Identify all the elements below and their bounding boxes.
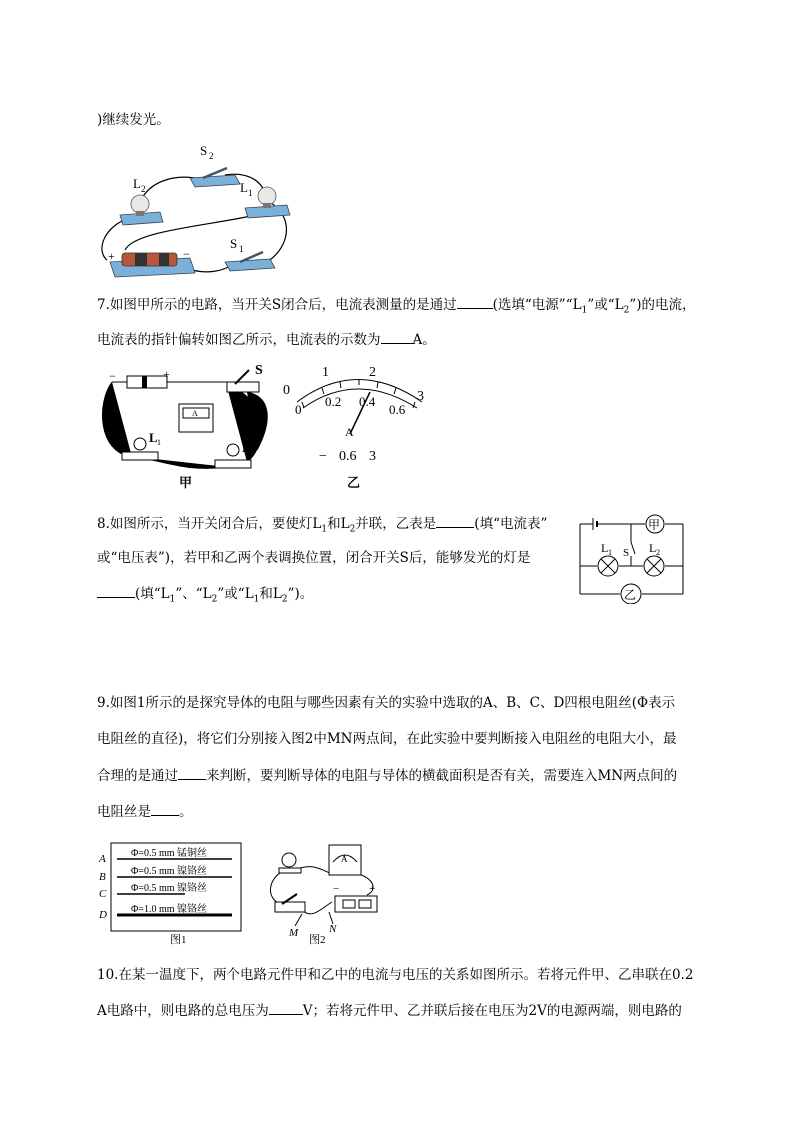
svg-text:1: 1: [157, 438, 161, 447]
svg-text:L: L: [649, 541, 657, 555]
svg-text:A: A: [341, 854, 348, 864]
circuit-figure-q6: [95, 140, 305, 278]
svg-text:+: +: [163, 367, 170, 381]
svg-text:+: +: [108, 249, 115, 263]
svg-text:−: −: [183, 247, 190, 261]
svg-text:图1: 图1: [170, 934, 187, 946]
svg-text:甲: 甲: [179, 475, 193, 490]
q6-tail: )继续发光。: [97, 112, 170, 128]
svg-text:2: 2: [369, 365, 376, 380]
q8-line2: 或“电压表”)，若甲和乙两个表调换位置，闭合开关S后，能够发光的灯是: [97, 550, 531, 566]
svg-text:Φ=1.0 mm 镍铬丝: Φ=1.0 mm 镍铬丝: [131, 904, 208, 915]
svg-text:S: S: [230, 236, 238, 251]
svg-text:乙: 乙: [624, 588, 637, 602]
svg-text:3: 3: [417, 389, 424, 404]
lamp-l2: [120, 195, 163, 225]
svg-text:0.6: 0.6: [339, 449, 357, 464]
ammeter: [179, 404, 213, 432]
circuit-figure-q7: [97, 362, 437, 494]
svg-text:L: L: [133, 176, 141, 191]
svg-text:−: −: [333, 883, 340, 895]
q10-line2: A电路中，则电路的总电压为 V；若将元件甲、乙并联后接在电压为2V的电源两端，则电路的: [97, 1000, 682, 1021]
q8-line3: (填“$L_1$”、“$L_2$”或“$L_1$和$L_2$”)。: [97, 583, 313, 610]
svg-text:1: 1: [322, 365, 329, 380]
q9-line4: 电阻丝是 。: [97, 801, 193, 822]
svg-text:−: −: [109, 369, 116, 383]
switch-s2: [190, 168, 240, 187]
svg-text:M: M: [289, 927, 299, 939]
svg-text:L: L: [149, 430, 158, 445]
svg-text:B: B: [99, 871, 106, 883]
svg-text:A: A: [192, 409, 198, 418]
q9-line3: 合理的是通过 来判断，要判断导体的电阻与导体的横截面积是否有关，需要连入MN两点间的: [97, 765, 677, 786]
svg-text:2: 2: [141, 184, 146, 194]
svg-text:3: 3: [369, 449, 376, 464]
q7-line1: 7.如图甲所示的电路，当开关S闭合后，电流表测量的是通过 (选填“电源$”“L_1$”或“$L_2$”)的电流，: [97, 294, 696, 321]
svg-text:Φ=0.5 mm 镍铬丝: Φ=0.5 mm 镍铬丝: [131, 866, 208, 877]
svg-text:0: 0: [283, 383, 290, 398]
svg-text:A: A: [345, 425, 354, 439]
switch: [275, 894, 305, 912]
svg-text:1: 1: [239, 244, 244, 254]
ammeter: [329, 845, 361, 875]
svg-text:图2: 图2: [309, 934, 326, 946]
svg-text:S: S: [255, 363, 263, 378]
svg-text:L: L: [601, 541, 609, 555]
svg-text:2: 2: [209, 151, 214, 161]
svg-text:C: C: [99, 888, 107, 900]
svg-text:A: A: [99, 853, 106, 865]
svg-text:N: N: [329, 923, 337, 935]
q9-line1: 9.如图1所示的是探究导体的电阻与哪些因素有关的实验中选取的A、B、C、D四根电阻丝(Φ表示: [97, 695, 676, 711]
circuit-diagram-q8: [575, 512, 690, 604]
svg-text:L: L: [240, 180, 248, 195]
svg-text:0.4: 0.4: [359, 394, 376, 409]
battery: [127, 376, 167, 388]
svg-text:2: 2: [656, 548, 660, 557]
lamp: [279, 853, 301, 873]
svg-text:Φ=0.5 mm 锰铜丝: Φ=0.5 mm 锰铜丝: [131, 848, 208, 859]
q10-line1: 10.在某一温度下，两个电路元件甲和乙中的电流与电压的关系如图所示。若将元件甲、乙串联在0.2: [97, 967, 694, 983]
svg-text:乙: 乙: [347, 475, 361, 490]
q9-line2: 电阻丝的直径)，将它们分别接入图2中MN两点间，在此实验中要判断接入电阻丝的电阻大小，最: [97, 731, 677, 747]
svg-text:1: 1: [248, 188, 253, 198]
svg-text:0: 0: [295, 402, 302, 417]
resistance-wires-figure: [97, 840, 397, 950]
switch-s1: [225, 252, 275, 271]
svg-text:L: L: [242, 440, 251, 455]
battery: [335, 896, 377, 912]
svg-text:1: 1: [608, 548, 612, 557]
svg-text:Φ=0.5 mm 镍铬丝: Φ=0.5 mm 镍铬丝: [131, 883, 208, 894]
svg-text:S: S: [200, 143, 208, 158]
svg-text:S: S: [623, 547, 630, 559]
svg-text:甲: 甲: [648, 518, 661, 532]
q8-line1: 8.如图所示，当开关闭合后，要使灯$L_1$和$L_2$并联，乙表是 (填“电流表”: [97, 513, 547, 540]
svg-text:+: +: [369, 883, 376, 895]
q7-line2: 电流表的指针偏转如图乙所示，电流表的示数为 A。: [97, 329, 436, 350]
svg-text:2: 2: [250, 448, 254, 457]
svg-text:0.6: 0.6: [389, 402, 406, 417]
svg-text:D: D: [99, 909, 107, 921]
svg-text:0.2: 0.2: [325, 394, 342, 409]
svg-text:−: −: [319, 449, 327, 464]
